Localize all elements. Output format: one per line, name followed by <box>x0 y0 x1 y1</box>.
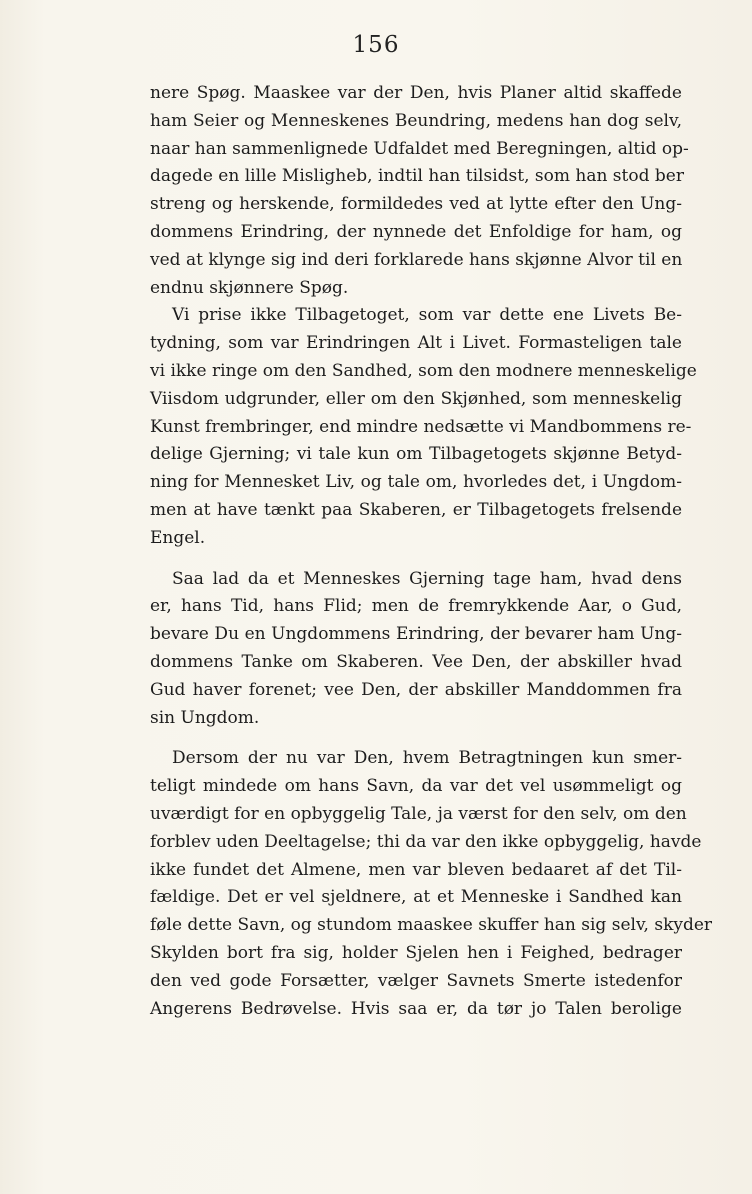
text-line: er, hans Tid, hans Flid; men de fremrykkende Aar, o Gud, <box>150 596 682 617</box>
paragraph <box>150 302 697 552</box>
text-line: Dersom der nu var Den, hvem Betragtningen kun smer- <box>172 748 682 769</box>
text-line: streng og herskende, formildedes ved at lytte efter den Ung- <box>150 194 682 215</box>
text-line: ikke fundet det Almene, men var bleven bedaaret af det Til- <box>150 859 682 880</box>
text-line: sin Ungdom. <box>150 707 260 728</box>
text-line: teligt mindede om hans Savn, da var det vel usømmeligt og <box>150 776 682 797</box>
text-line: Gud haver forenet; vee Den, der abskiller Manddommen fra <box>150 679 682 700</box>
text-line: fældige. Det er vel sjeldnere, at et Menneske i Sandhed kan <box>150 887 682 908</box>
text-line: Kunst frembringer, end mindre nedsætte vi Mandbommens re- <box>150 416 692 437</box>
text-line: ham Seier og Menneskenes Beundring, medens han dog selv, <box>150 110 682 131</box>
body-text <box>150 80 713 1023</box>
text-line: Engel. <box>150 527 206 548</box>
paragraph <box>150 745 713 1023</box>
text-line: dommens Erindring, der nynnede det Enfoldige for ham, og <box>150 221 682 242</box>
text-line: dommens Tanke om Skaberen. Vee Den, der abskiller hvad <box>150 651 682 672</box>
page-number: 156 <box>352 32 400 58</box>
paragraph <box>150 566 682 733</box>
text-line: dagede en lille Misligheb, indtil han tilsidst, som han stod ber <box>150 166 684 187</box>
text-line: ved at klynge sig ind deri forklarede hans skjønne Alvor til en <box>150 249 683 270</box>
text-line: Viisdom udgrunder, eller om den Skjønhed, som menneskelig <box>150 388 682 409</box>
text-line: tydning, som var Erindringen Alt i Livet. Formasteligen tale <box>150 333 682 354</box>
paragraph <box>150 80 689 302</box>
text-line: Angerens Bedrøvelse. Hvis saa er, da tør jo Talen berolige <box>150 998 682 1019</box>
text-line: delige Gjerning; vi tale kun om Tilbagetogets skjønne Betyd- <box>150 444 682 465</box>
text-line: den ved gode Forsætter, vælger Savnets Smerte istedenfor <box>150 970 682 991</box>
text-line: endnu skjønnere Spøg. <box>150 277 349 298</box>
text-line: nere Spøg. Maaskee var der Den, hvis Planer altid skaffede <box>150 83 682 103</box>
text-line: uværdigt for en opbyggelig Tale, ja værst for den selv, om den <box>150 803 687 824</box>
text-line: føle dette Savn, og stundom maaskee skuffer han sig selv, skyder <box>150 915 713 936</box>
text-line: Vi prise ikke Tilbagetoget, som var dette ene Livets Be- <box>172 305 682 326</box>
text-line: naar han sammenlignede Udfaldet med Beregningen, altid op- <box>150 138 689 159</box>
text-line: Saa lad da et Menneskes Gjerning tage ham, hvad dens <box>172 568 682 589</box>
text-line: forblev uden Deeltagelse; thi da var den ikke opbyggelig, havde <box>150 831 702 852</box>
text-line: vi ikke ringe om den Sandhed, som den modnere menneskelige <box>150 360 697 381</box>
text-line: men at have tænkt paa Skaberen, er Tilbagetogets frelsende <box>150 499 682 520</box>
text-line: ning for Mennesket Liv, og tale om, hvorledes det, i Ungdom- <box>150 472 682 493</box>
text-line: Skylden bort fra sig, holder Sjelen hen i Feighed, bedrager <box>150 942 682 963</box>
text-line: bevare Du en Ungdommens Erindring, der bevarer ham Ung- <box>150 624 682 645</box>
